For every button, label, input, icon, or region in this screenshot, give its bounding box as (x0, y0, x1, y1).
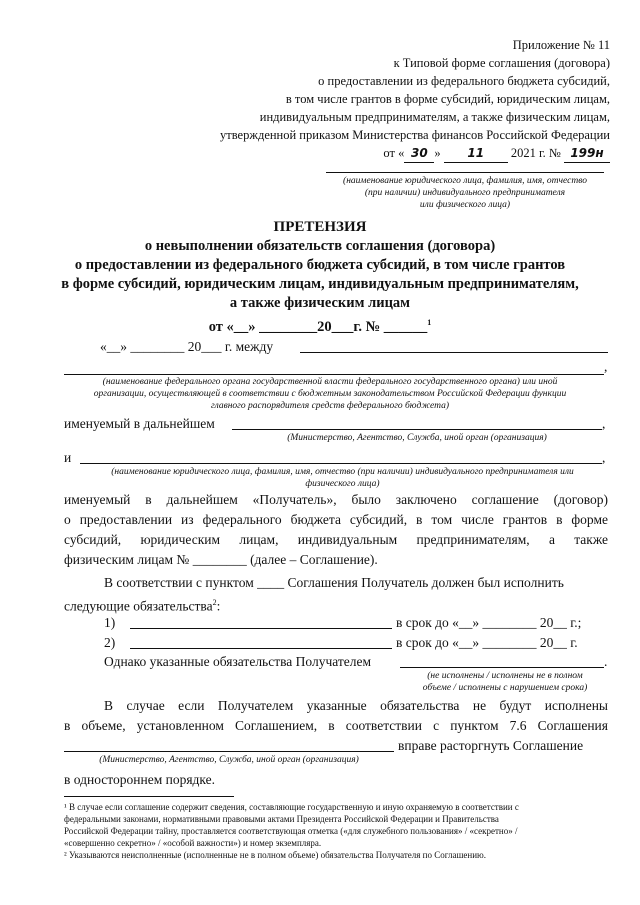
paragraph-3-caption: (не исполнены / исполнены не в полном объеме / исполнены с нарушением срока) (422, 671, 588, 693)
document-title: ПРЕТЕНЗИЯ о невыполнении обязательств соглашения (договора) о предоставлении из федерального бюджета субсидий, в том числе грантов в форме субсидий, юридическим лицам, индивидуальным предпринимателям, а также физическим лицам от «__» ________20___г. № ______$^1$ (0, 218, 640, 337)
paragraph-2-line-1: В соответствии с пунктом ____ Соглашения Получатель должен был исполнить (104, 575, 564, 590)
paragraph-1-line-2: о предоставлении из федерального бюджета субсидий, в том числе грантов в форме (64, 512, 608, 527)
obligation-2-number: 2) (104, 635, 116, 650)
order-day-handwritten: 30 (404, 144, 434, 163)
paragraph-3: Однако указанные обязательства Получателем (104, 654, 372, 669)
party1-name-line (300, 352, 608, 353)
party2-name-line (80, 463, 602, 464)
party1-name-line-2 (64, 374, 604, 375)
order-date-line: от « 30 » 11 2021 г. № 199н (220, 144, 610, 163)
footnote-2: ² Указываются неисполненные (исполненные не в полном объеме) обязательства Получателя по Соглашению. (64, 850, 487, 860)
obligation-2-line (130, 648, 392, 649)
paragraph-4-authority-line (64, 751, 394, 752)
paragraph-1-line-1: именуемый в дальнейшем «Получатель», было заключено соглашение (договор) (64, 492, 608, 507)
party1-short-name-line (232, 429, 602, 430)
paragraph-4-line-4: в одностороннем порядке. (64, 772, 216, 787)
header-line: утвержденной приказом Министерства финансов Российской Федерации (219, 128, 610, 142)
header-line: в том числе грантов в форме субсидий, юридическим лицам, (285, 92, 610, 106)
paragraph-4-line-1: В случае если Получателем указанные обязательства не будут исполнены (104, 698, 608, 713)
title-date-number: от «__» ________20___г. № ______$^1$ (208, 318, 432, 335)
party1-caption: (наименование федерального органа государственной власти федерального государственного органа) или иной организации, осуществляющей в соответствии с бюджетным законодательством Российской Федерации функции главного распорядителя средств федерального бюджета) (93, 377, 567, 411)
party1-named: именуемый в дальнейшем (64, 416, 215, 431)
footnotes: ¹ В случае если соглашение содержит сведения, составляющие государственную и иную охраняемую в соответствии с федеральными законами, нормативными правовыми актами Президента Российской Федерации и Правительства Российской Федерации тайну, проставляется соответствующая отметка («для служебного пользования» / «секретно» / «совершенно секретно» / «особой важности») и номер экземпляра. ² Указываются неисполненные (исполненные не в полном объеме) обязательства Получателя по Соглашению. (64, 801, 612, 861)
footnote-separator (64, 796, 234, 797)
paragraph-4-line-3: вправе расторгнуть Соглашение (398, 738, 584, 753)
paragraph-1-line-4: физическим лицам № ________ (далее – Соглашение). (64, 552, 378, 567)
footnote-1: ¹ В случае если соглашение содержит сведения, составляющие государственную и иную охраняемую в соответствии с (64, 802, 519, 812)
header-line: индивидуальным предпринимателям, а также физическим лицам, (259, 110, 610, 124)
paragraph-4-line-2: в объеме, установленном Соглашением, в соответствии с пунктом 7.6 Соглашения (64, 718, 608, 733)
obligation-1-term: в срок до «__» ________ 20__ г.; (396, 615, 582, 630)
paragraph-2-line-2: следующие обязательства$^2$: (64, 598, 221, 614)
party2-and: и (64, 450, 72, 465)
paragraph-3-status-line (400, 667, 604, 668)
header-line: к Типовой форме соглашения (договора) (393, 56, 610, 70)
obligation-1-number: 1) (104, 615, 116, 630)
header-line: о предоставлении из федерального бюджета субсидий, (318, 74, 610, 88)
order-month-handwritten: 11 (444, 144, 508, 163)
header-line: Приложение № 11 (512, 38, 610, 52)
order-number-handwritten: 199н (564, 144, 610, 163)
recipient-caption: (наименование юридического лица, фамилия, имя, отчество (при наличии) индивидуального предпринимателя или физического лица) (343, 176, 587, 210)
paragraph-4-caption: (Министерство, Агентство, Служба, иной орган (организация) (99, 755, 359, 765)
agreement-date-line: «__» ________ 20___ г. между (100, 339, 274, 354)
party1-named-caption: (Министерство, Агентство, Служба, иной орган (организация) (287, 433, 547, 443)
appendix-header (220, 36, 610, 163)
obligation-2-term: в срок до «__» ________ 20__ г. (396, 635, 578, 650)
paragraph-1-line-3: субсидий, юридическим лицам, индивидуальным предпринимателям, а также (64, 532, 608, 547)
title-main: ПРЕТЕНЗИЯ (273, 219, 367, 235)
obligation-1-line (130, 628, 392, 629)
party2-caption: (наименование юридического лица, фамилия, имя, отчество (при наличии) индивидуального предпринимателя или физического лица) (111, 467, 574, 489)
recipient-name-line (326, 172, 604, 173)
